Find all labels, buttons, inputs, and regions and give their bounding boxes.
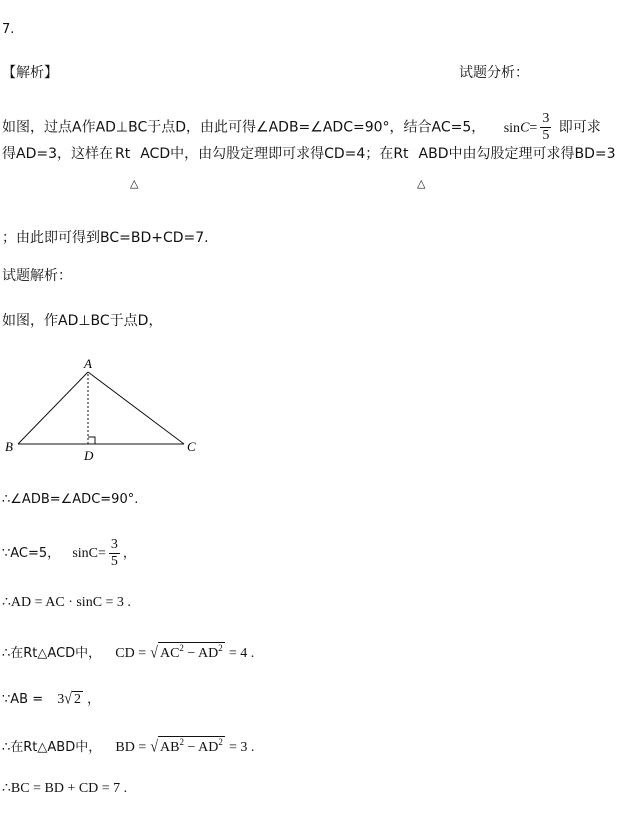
right-angle-mark bbox=[88, 437, 95, 444]
step-5-radical bbox=[64, 692, 83, 707]
step-2-given: ∵AC=5， bbox=[2, 546, 61, 561]
step-6-radicand bbox=[158, 736, 225, 756]
analysis-fraction bbox=[540, 112, 551, 143]
step-4-term-ad: − AD bbox=[183, 646, 219, 661]
step-4-radicand bbox=[158, 642, 225, 662]
vertex-label-c: C bbox=[187, 439, 196, 454]
step-1: ∴∠ADB=∠ADC=90°. bbox=[2, 492, 139, 507]
sqrt-symbol: √ bbox=[150, 738, 159, 757]
step-6-exponent-1: 2 bbox=[179, 737, 184, 747]
triangle-figure bbox=[0, 352, 210, 467]
vertex-label-b: B bbox=[5, 439, 13, 454]
analysis-line-1-end: 即可求 bbox=[558, 119, 601, 136]
analysis-line-1 bbox=[2, 112, 601, 143]
step-2-sin: sinC bbox=[72, 546, 99, 561]
step-5-given: ∵AB = bbox=[2, 692, 44, 707]
step-6 bbox=[2, 736, 254, 756]
analysis-sin: sin bbox=[503, 120, 521, 136]
triangle-symbol-1: △ bbox=[130, 177, 139, 190]
analysis-equals: = bbox=[529, 120, 538, 136]
step-5 bbox=[2, 688, 100, 708]
step-2-comma: ， bbox=[122, 546, 136, 561]
triangle-acd-name: ACD bbox=[140, 146, 171, 162]
step-6-radical bbox=[150, 737, 224, 757]
analysis-line-2b: 中，由勾股定理即可求得CD=4；在 bbox=[170, 146, 394, 162]
step-2-denominator: 5 bbox=[110, 554, 118, 569]
analysis-line-2c: 中由勾股定理可求得BD=3 bbox=[448, 146, 616, 162]
step-4-context: ∴在Rt△ACD中， bbox=[2, 646, 102, 661]
analysis-line-3: ；由此即可得到BC=BD+CD=7. bbox=[2, 230, 209, 246]
step-4-radical bbox=[150, 643, 224, 663]
jiexi-heading: 【解析】 bbox=[2, 65, 58, 81]
analysis-line-1-text: 如图，过点A作AD⊥BC于点D，由此可得∠ADB=∠ADC=90°，结合AC=5， bbox=[2, 119, 486, 136]
step-5-radicand: 2 bbox=[73, 692, 81, 707]
step-2-numerator: 3 bbox=[110, 537, 118, 552]
step-3: ∴AD = AC · sinC = 3 . bbox=[2, 595, 131, 610]
step-6-lhs: BD = bbox=[115, 740, 147, 755]
rt-label-2: Rt bbox=[393, 146, 409, 162]
triangle-abd-name: ABD bbox=[418, 146, 449, 162]
vertex-label-a: A bbox=[84, 356, 92, 371]
analysis-sin-var: C bbox=[520, 120, 530, 136]
step-2-equals: = bbox=[98, 546, 106, 561]
step-6-result: = 3 . bbox=[228, 740, 255, 755]
question-number: 7. bbox=[2, 22, 15, 37]
step-4-exponent-2: 2 bbox=[218, 643, 223, 653]
step-2 bbox=[2, 538, 136, 569]
step-7: ∴BC = BD + CD = 7 . bbox=[2, 781, 128, 796]
solution-title: 试题解析： bbox=[2, 268, 72, 284]
step-6-term-ab: AB bbox=[160, 740, 180, 755]
segment-ab bbox=[18, 372, 88, 444]
sqrt-symbol: √ bbox=[150, 644, 158, 663]
triangle-symbol-2: △ bbox=[417, 177, 426, 190]
step-4-lhs: CD = bbox=[115, 646, 147, 661]
vertex-label-d: D bbox=[84, 448, 94, 463]
fraction-numerator: 3 bbox=[542, 111, 550, 126]
segment-ac bbox=[88, 372, 184, 444]
step-5-comma: ， bbox=[87, 692, 101, 707]
step-5-coefficient: 3 bbox=[57, 692, 65, 707]
step-4-exponent-1: 2 bbox=[179, 643, 184, 653]
step-4 bbox=[2, 642, 254, 662]
step-4-term-ac: AC bbox=[159, 646, 180, 661]
sqrt-symbol: √ bbox=[64, 690, 72, 709]
step-6-context: ∴在Rt△ABD中， bbox=[2, 740, 102, 755]
analysis-line-2a: 得AD=3，这样在 bbox=[2, 146, 113, 162]
step-2-fraction bbox=[109, 538, 120, 569]
analysis-title: 试题分析： bbox=[459, 65, 529, 81]
rt-label-1: Rt bbox=[115, 146, 131, 162]
step-6-term-ad: − AD bbox=[184, 740, 219, 755]
analysis-line-2 bbox=[2, 143, 616, 163]
step-6-exponent-2: 2 bbox=[218, 737, 223, 747]
solution-intro: 如图，作AD⊥BC于点D， bbox=[2, 313, 163, 329]
fraction-denominator: 5 bbox=[542, 128, 550, 143]
step-4-result: = 4 . bbox=[228, 646, 255, 661]
